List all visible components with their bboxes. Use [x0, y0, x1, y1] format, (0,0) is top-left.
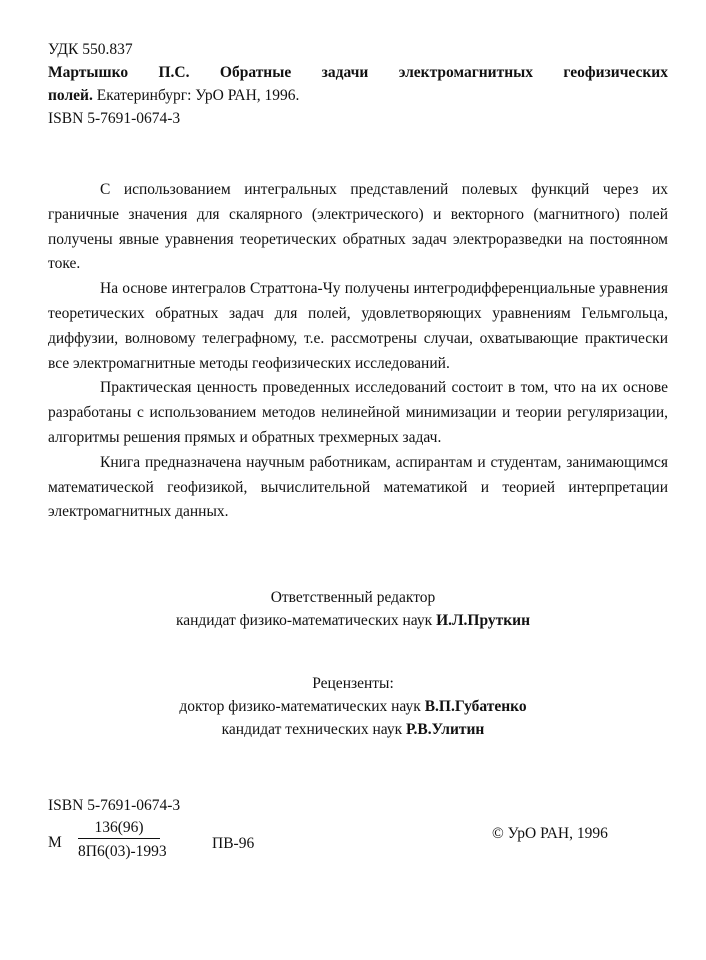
citation-line-1 — [48, 61, 668, 84]
book-title-end: полей. — [48, 87, 93, 104]
footer-isbn: ISBN 5-7691-0674-3 — [48, 797, 181, 814]
editor-degree: кандидат физико-математических наук — [175, 612, 433, 629]
editor-line — [0, 609, 706, 632]
abstract-paragraph: Книга предназначена научным работникам, аспирантам и студентам, занимающимся математической геофизикой, вычислительной математикой и теорией интерпретации электромагнитных данных. — [48, 453, 668, 521]
book-title: Обратные задачи электромагнитных геофизических — [219, 64, 668, 81]
publisher: Екатеринбург: УрО РАН, 1996. — [96, 87, 300, 104]
fraction-denominator: 8П6(03)-1993 — [78, 843, 167, 860]
copyright: © УрО РАН, 1996 — [492, 825, 608, 842]
citation-line-2 — [48, 84, 299, 107]
reviewer-2 — [0, 718, 706, 741]
abstract-paragraph: Практическая ценность проведенных исследований состоит в том, что на их основе разработаны с использованием методов нелинейной минимизации и теории регуляризации, алгоритмы решения прямых и обратных трехмерных задач. — [48, 379, 668, 446]
fraction-numerator: 136(96) — [78, 818, 160, 839]
reviewer-1 — [0, 695, 706, 718]
reviewer-name: В.П.Губатенко — [424, 698, 527, 715]
reviewer-degree: доктор физико-математических наук — [179, 698, 421, 715]
abstract-paragraph: На основе интегралов Страттона-Чу получены интегродифференциальные уравнения теоретических обратных задач для полей, удовлетворяющих уравнениям Гельмгольца, диффузии, волновому телеграфному, т.е. рассмотрены случаи, охватывающие практически все электромагнитные методы геофизических исследований. — [48, 280, 668, 372]
abstract-paragraph: С использованием интегральных представлений полевых функций через их граничные значения для скалярного (электрического) и векторного (магнитного) полей получены явные уравнения теоретических обратных задач электроразведки на постоянном токе. — [48, 181, 668, 273]
isbn: ISBN 5-7691-0674-3 — [48, 110, 181, 127]
author: Мартышко П.С. — [48, 64, 190, 81]
reviewer-name: Р.В.Улитин — [406, 721, 485, 738]
footer-m: М — [48, 834, 62, 851]
editor-name: И.Л.Пруткин — [436, 612, 531, 629]
editor-label: Ответственный редактор — [270, 589, 436, 606]
abstract — [48, 178, 668, 525]
udk-code: УДК 550.837 — [48, 41, 133, 58]
footer-code: ПВ-96 — [212, 835, 255, 852]
reviewers-label: Рецензенты: — [312, 675, 394, 692]
reviewer-degree: кандидат технических наук — [221, 721, 403, 738]
